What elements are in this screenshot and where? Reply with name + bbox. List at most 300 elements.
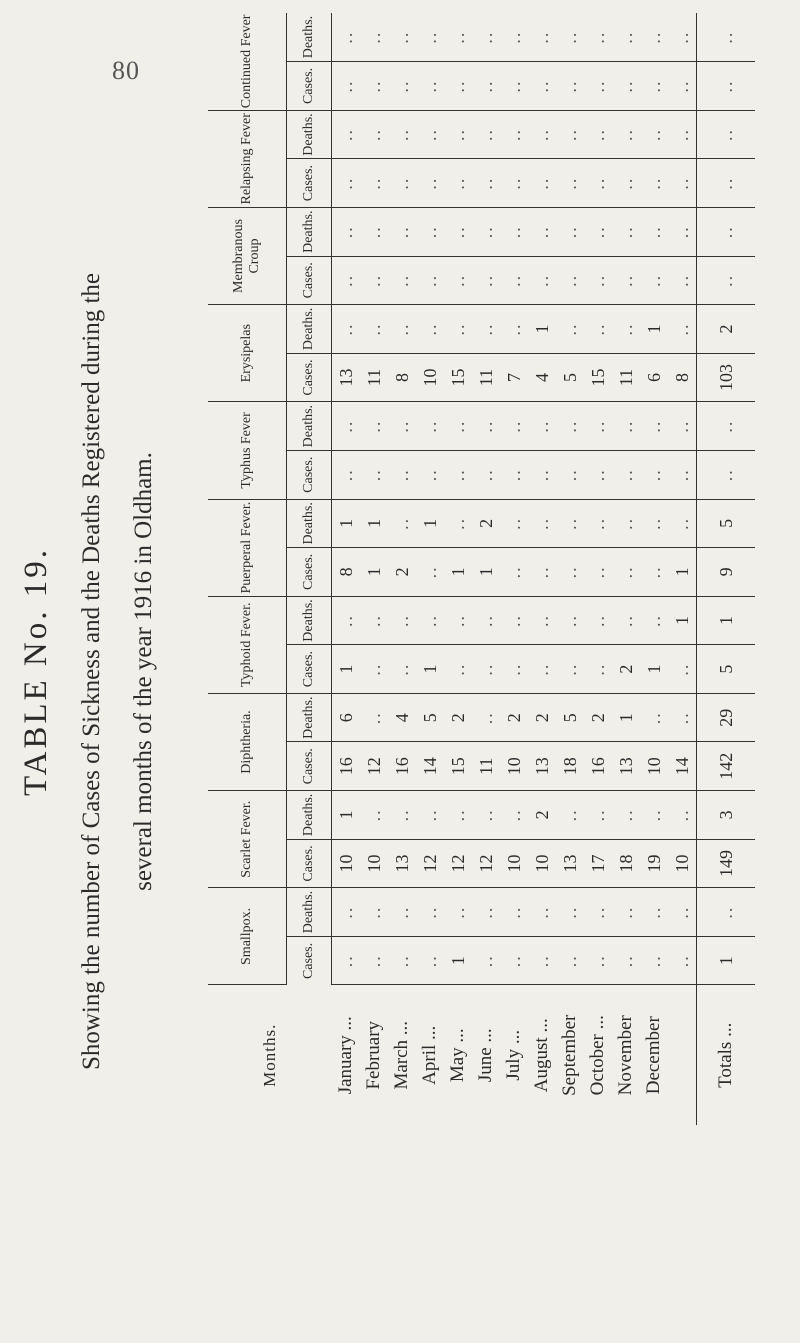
value-cell: ..	[500, 791, 528, 840]
value-cell: ..	[668, 888, 697, 937]
month-cell: December	[643, 1016, 664, 1095]
group-header-scarlet-fever: Scarlet Fever.	[208, 791, 287, 888]
value-cell: ..	[388, 645, 416, 694]
total-cell: ..	[697, 62, 756, 111]
value-cell: ..	[472, 693, 500, 742]
value-cell: ..	[668, 936, 697, 985]
value-cell: ..	[556, 305, 584, 354]
value-cell: ..	[668, 402, 697, 451]
value-cell: ..	[556, 888, 584, 937]
value-cell: ..	[500, 62, 528, 111]
value-cell: ..	[556, 13, 584, 62]
value-cell: ..	[360, 596, 388, 645]
value-cell: 2	[528, 791, 556, 840]
value-cell: ..	[584, 888, 612, 937]
value-cell: ..	[668, 305, 697, 354]
value-cell: 1	[640, 645, 668, 694]
value-cell: 10	[640, 742, 668, 791]
value-cell: 2	[584, 693, 612, 742]
sub-header-deaths: Deaths.	[287, 402, 332, 451]
month-cell: February	[363, 1020, 384, 1090]
value-cell: ..	[500, 596, 528, 645]
total-cell: 103	[697, 353, 756, 402]
sub-header-cases: Cases.	[287, 159, 332, 208]
value-cell: ..	[360, 693, 388, 742]
value-cell: ..	[612, 888, 640, 937]
value-cell: 8	[668, 353, 697, 402]
value-cell: ..	[388, 450, 416, 499]
value-cell: ..	[388, 402, 416, 451]
value-cell: ..	[472, 256, 500, 305]
sub-header-cases: Cases.	[287, 936, 332, 985]
value-cell: ..	[640, 548, 668, 597]
value-cell: ..	[416, 402, 444, 451]
value-cell: ..	[612, 450, 640, 499]
value-cell: ..	[500, 207, 528, 256]
value-cell: ..	[640, 936, 668, 985]
value-cell: ..	[640, 159, 668, 208]
value-cell: 16	[584, 742, 612, 791]
value-cell: ..	[500, 13, 528, 62]
months-header: Months.	[259, 1023, 279, 1087]
value-cell: 5	[556, 353, 584, 402]
value-cell: ..	[416, 791, 444, 840]
value-cell: ..	[472, 596, 500, 645]
value-cell: ..	[528, 62, 556, 111]
value-cell: ..	[500, 888, 528, 937]
value-cell: 1	[444, 548, 472, 597]
value-cell: ..	[332, 62, 361, 111]
value-cell: 1	[668, 548, 697, 597]
sub-header-cases: Cases.	[287, 62, 332, 111]
month-cell: November	[615, 1015, 636, 1096]
value-cell: ..	[360, 888, 388, 937]
value-cell: ..	[556, 110, 584, 159]
value-cell: ..	[640, 888, 668, 937]
totals-label: Totals ...	[697, 985, 756, 1125]
value-cell: ..	[388, 305, 416, 354]
value-cell: 12	[472, 839, 500, 888]
value-cell: ..	[584, 936, 612, 985]
month-cell: August ...	[531, 1018, 552, 1093]
total-cell: ..	[697, 888, 756, 937]
value-cell: ..	[556, 159, 584, 208]
value-cell: ..	[332, 110, 361, 159]
value-cell: 6	[332, 693, 361, 742]
table-title: TABLE No. 19.	[18, 547, 54, 797]
total-cell: ..	[697, 207, 756, 256]
sub-header-cases: Cases.	[287, 256, 332, 305]
value-cell: 18	[556, 742, 584, 791]
value-cell: 19	[640, 839, 668, 888]
value-cell: 11	[612, 353, 640, 402]
value-cell: ..	[360, 13, 388, 62]
value-cell: ..	[360, 62, 388, 111]
value-cell: ..	[556, 62, 584, 111]
value-cell: ..	[556, 936, 584, 985]
value-cell: ..	[416, 62, 444, 111]
sub-header-deaths: Deaths.	[287, 305, 332, 354]
sub-header-deaths: Deaths.	[287, 596, 332, 645]
value-cell: ..	[416, 888, 444, 937]
group-header-typhoid-fever: Typhoid Fever.	[208, 596, 287, 693]
value-cell: ..	[500, 499, 528, 548]
month-cell	[668, 985, 697, 1125]
value-cell: 1	[360, 499, 388, 548]
value-cell: ..	[444, 645, 472, 694]
value-cell: ..	[500, 305, 528, 354]
table-row	[332, 13, 361, 1125]
value-cell: ..	[332, 596, 361, 645]
table-row	[360, 13, 388, 1125]
value-cell: 1	[332, 791, 361, 840]
value-cell: ..	[444, 499, 472, 548]
total-cell: 5	[697, 499, 756, 548]
value-cell: ..	[444, 110, 472, 159]
sub-header-deaths: Deaths.	[287, 207, 332, 256]
sub-header-deaths: Deaths.	[287, 791, 332, 840]
value-cell: ..	[584, 159, 612, 208]
value-cell: 12	[360, 742, 388, 791]
table-row	[640, 13, 668, 1125]
table-row	[556, 13, 584, 1125]
value-cell: ..	[416, 305, 444, 354]
table-row	[472, 13, 500, 1125]
table-subtitle-line-2: several months of the year 1916 in Oldham.	[130, 452, 157, 891]
value-cell: ..	[332, 159, 361, 208]
value-cell: 6	[640, 353, 668, 402]
group-header-smallpox: Smallpox.	[208, 888, 287, 985]
total-cell: ..	[697, 159, 756, 208]
group-header-typhus-fever: Typhus Fever	[208, 402, 287, 499]
value-cell: ..	[500, 936, 528, 985]
value-cell: ..	[584, 62, 612, 111]
value-cell: ..	[472, 645, 500, 694]
value-cell: 2	[500, 693, 528, 742]
value-cell: ..	[416, 159, 444, 208]
value-cell: ..	[360, 256, 388, 305]
value-cell: ..	[668, 159, 697, 208]
value-cell: ..	[444, 207, 472, 256]
value-cell: ..	[500, 159, 528, 208]
sub-header-cases: Cases.	[287, 353, 332, 402]
value-cell: ..	[668, 645, 697, 694]
total-cell: 3	[697, 791, 756, 840]
value-cell: ..	[584, 207, 612, 256]
total-cell: 5	[697, 645, 756, 694]
value-cell: ..	[584, 256, 612, 305]
value-cell: ..	[360, 936, 388, 985]
value-cell: ..	[472, 110, 500, 159]
value-cell: ..	[332, 936, 361, 985]
value-cell: ..	[472, 888, 500, 937]
value-cell: ..	[444, 256, 472, 305]
value-cell: ..	[612, 936, 640, 985]
value-cell: 1	[416, 499, 444, 548]
value-cell: ..	[668, 256, 697, 305]
value-cell: ..	[612, 256, 640, 305]
totals-row	[697, 13, 756, 1125]
month-cell: October ...	[587, 1015, 608, 1096]
month-cell: September	[559, 1014, 580, 1096]
sub-header-cases: Cases.	[287, 839, 332, 888]
sub-header-deaths: Deaths.	[287, 499, 332, 548]
value-cell: ..	[500, 402, 528, 451]
value-cell: ..	[388, 888, 416, 937]
value-cell: 12	[416, 839, 444, 888]
value-cell: 10	[528, 839, 556, 888]
group-header-puerperal-fever: Puerperal Fever.	[208, 499, 287, 596]
value-cell: ..	[528, 13, 556, 62]
value-cell: 13	[612, 742, 640, 791]
value-cell: ..	[360, 645, 388, 694]
group-header-relapsing-fever: Relapsing Fever	[208, 110, 287, 207]
value-cell: 10	[500, 742, 528, 791]
total-cell: ..	[697, 13, 756, 62]
value-cell: 2	[528, 693, 556, 742]
sub-header-deaths: Deaths.	[287, 888, 332, 937]
value-cell: ..	[388, 499, 416, 548]
table-row	[612, 13, 640, 1125]
value-cell: ..	[556, 402, 584, 451]
sub-header-cases: Cases.	[287, 742, 332, 791]
value-cell: 2	[444, 693, 472, 742]
value-cell: ..	[528, 402, 556, 451]
value-cell: ..	[360, 402, 388, 451]
value-cell: ..	[416, 936, 444, 985]
month-cell: June ...	[475, 1028, 496, 1083]
value-cell: ..	[612, 596, 640, 645]
table-row	[500, 13, 528, 1125]
value-cell: ..	[556, 791, 584, 840]
value-cell: ..	[416, 596, 444, 645]
value-cell: ..	[416, 13, 444, 62]
group-header-row	[208, 13, 287, 1125]
value-cell: ..	[388, 936, 416, 985]
value-cell: ..	[612, 548, 640, 597]
value-cell: 11	[472, 742, 500, 791]
value-cell: ..	[444, 402, 472, 451]
value-cell: ..	[444, 888, 472, 937]
group-header-diphtheria: Diphtheria.	[208, 693, 287, 790]
value-cell: ..	[640, 402, 668, 451]
value-cell: ..	[416, 110, 444, 159]
value-cell: 13	[556, 839, 584, 888]
group-header-erysipelas: Erysipelas	[208, 305, 287, 402]
value-cell: ..	[528, 548, 556, 597]
value-cell: ..	[444, 450, 472, 499]
value-cell: ..	[640, 110, 668, 159]
value-cell: ..	[668, 693, 697, 742]
value-cell: ..	[360, 110, 388, 159]
table-row	[668, 13, 697, 1125]
value-cell: 15	[584, 353, 612, 402]
value-cell: ..	[528, 159, 556, 208]
value-cell: 1	[612, 693, 640, 742]
value-cell: 18	[612, 839, 640, 888]
value-cell: ..	[612, 110, 640, 159]
value-cell: ..	[584, 548, 612, 597]
value-cell: ..	[388, 110, 416, 159]
table-body	[332, 13, 756, 1125]
value-cell: ..	[500, 450, 528, 499]
value-cell: 10	[360, 839, 388, 888]
value-cell: ..	[332, 13, 361, 62]
sub-header-cases: Cases.	[287, 450, 332, 499]
value-cell: ..	[472, 450, 500, 499]
value-cell: ..	[528, 645, 556, 694]
value-cell: ..	[640, 791, 668, 840]
value-cell: ..	[612, 13, 640, 62]
group-header-continued-fever: Continued Fever	[208, 13, 287, 110]
value-cell: ..	[416, 207, 444, 256]
value-cell: ..	[556, 645, 584, 694]
value-cell: ..	[472, 62, 500, 111]
value-cell: 4	[388, 693, 416, 742]
value-cell: 1	[332, 645, 361, 694]
table-row	[388, 13, 416, 1125]
total-cell: 142	[697, 742, 756, 791]
value-cell: ..	[584, 450, 612, 499]
total-cell: 149	[697, 839, 756, 888]
value-cell: ..	[332, 305, 361, 354]
value-cell: ..	[416, 450, 444, 499]
value-cell: ..	[472, 13, 500, 62]
value-cell: 8	[332, 548, 361, 597]
value-cell: 15	[444, 742, 472, 791]
value-cell: ..	[612, 159, 640, 208]
value-cell: ..	[640, 596, 668, 645]
value-cell: ..	[444, 791, 472, 840]
total-cell: 1	[697, 936, 756, 985]
value-cell: 17	[584, 839, 612, 888]
value-cell: ..	[584, 791, 612, 840]
table-row	[444, 13, 472, 1125]
value-cell: ..	[472, 207, 500, 256]
value-cell: 10	[332, 839, 361, 888]
value-cell: ..	[584, 645, 612, 694]
value-cell: 1	[332, 499, 361, 548]
value-cell: ..	[612, 791, 640, 840]
value-cell: ..	[472, 791, 500, 840]
value-cell: 2	[612, 645, 640, 694]
sub-header-cases: Cases.	[287, 548, 332, 597]
value-cell: 14	[668, 742, 697, 791]
value-cell: 1	[444, 936, 472, 985]
value-cell: 1	[528, 305, 556, 354]
value-cell: 13	[528, 742, 556, 791]
value-cell: 10	[500, 839, 528, 888]
value-cell: 1	[668, 596, 697, 645]
value-cell: ..	[640, 693, 668, 742]
value-cell: ..	[444, 305, 472, 354]
value-cell: ..	[332, 402, 361, 451]
value-cell: ..	[640, 499, 668, 548]
total-cell: 1	[697, 596, 756, 645]
value-cell: ..	[640, 207, 668, 256]
value-cell: 2	[472, 499, 500, 548]
value-cell: ..	[472, 402, 500, 451]
value-cell: 16	[388, 742, 416, 791]
value-cell: ..	[528, 596, 556, 645]
value-cell: ..	[528, 256, 556, 305]
value-cell: ..	[500, 110, 528, 159]
value-cell: ..	[360, 207, 388, 256]
value-cell: 13	[332, 353, 361, 402]
value-cell: ..	[668, 62, 697, 111]
table-row	[584, 13, 612, 1125]
value-cell: ..	[612, 305, 640, 354]
value-cell: ..	[640, 13, 668, 62]
sub-header-row	[287, 13, 332, 1125]
month-cell: March ...	[391, 1020, 412, 1090]
value-cell: ..	[500, 645, 528, 694]
value-cell: ..	[388, 62, 416, 111]
value-cell: ..	[640, 62, 668, 111]
value-cell: ..	[472, 936, 500, 985]
month-cell: July ...	[503, 1029, 524, 1081]
value-cell: ..	[556, 596, 584, 645]
total-cell: ..	[697, 450, 756, 499]
value-cell: ..	[556, 207, 584, 256]
value-cell: ..	[612, 402, 640, 451]
value-cell: ..	[556, 450, 584, 499]
value-cell: 16	[332, 742, 361, 791]
value-cell: ..	[668, 13, 697, 62]
value-cell: ..	[612, 62, 640, 111]
value-cell: ..	[668, 791, 697, 840]
value-cell: ..	[584, 305, 612, 354]
value-cell: 11	[472, 353, 500, 402]
value-cell: 12	[444, 839, 472, 888]
value-cell: ..	[612, 207, 640, 256]
value-cell: ..	[584, 596, 612, 645]
value-cell: ..	[528, 450, 556, 499]
total-cell: 2	[697, 305, 756, 354]
value-cell: ..	[444, 62, 472, 111]
value-cell: ..	[444, 159, 472, 208]
value-cell: 1	[416, 645, 444, 694]
value-cell: ..	[528, 888, 556, 937]
value-cell: ..	[388, 207, 416, 256]
value-cell: 10	[668, 839, 697, 888]
value-cell: ..	[388, 596, 416, 645]
value-cell: ..	[332, 207, 361, 256]
value-cell: ..	[584, 110, 612, 159]
value-cell: ..	[668, 499, 697, 548]
value-cell: ..	[556, 548, 584, 597]
sickness-deaths-table	[208, 13, 755, 1125]
total-cell: 9	[697, 548, 756, 597]
value-cell: 1	[472, 548, 500, 597]
value-cell: ..	[388, 256, 416, 305]
sub-header-deaths: Deaths.	[287, 13, 332, 62]
sub-header-cases: Cases.	[287, 645, 332, 694]
value-cell: 4	[528, 353, 556, 402]
month-cell: January ...	[334, 1016, 356, 1095]
value-cell: ..	[584, 499, 612, 548]
value-cell: ..	[388, 159, 416, 208]
value-cell: ..	[668, 110, 697, 159]
value-cell: 5	[416, 693, 444, 742]
table-row	[416, 13, 444, 1125]
value-cell: ..	[360, 159, 388, 208]
value-cell: ..	[360, 450, 388, 499]
value-cell: ..	[472, 305, 500, 354]
total-cell: 29	[697, 693, 756, 742]
value-cell: ..	[528, 110, 556, 159]
value-cell: ..	[668, 207, 697, 256]
